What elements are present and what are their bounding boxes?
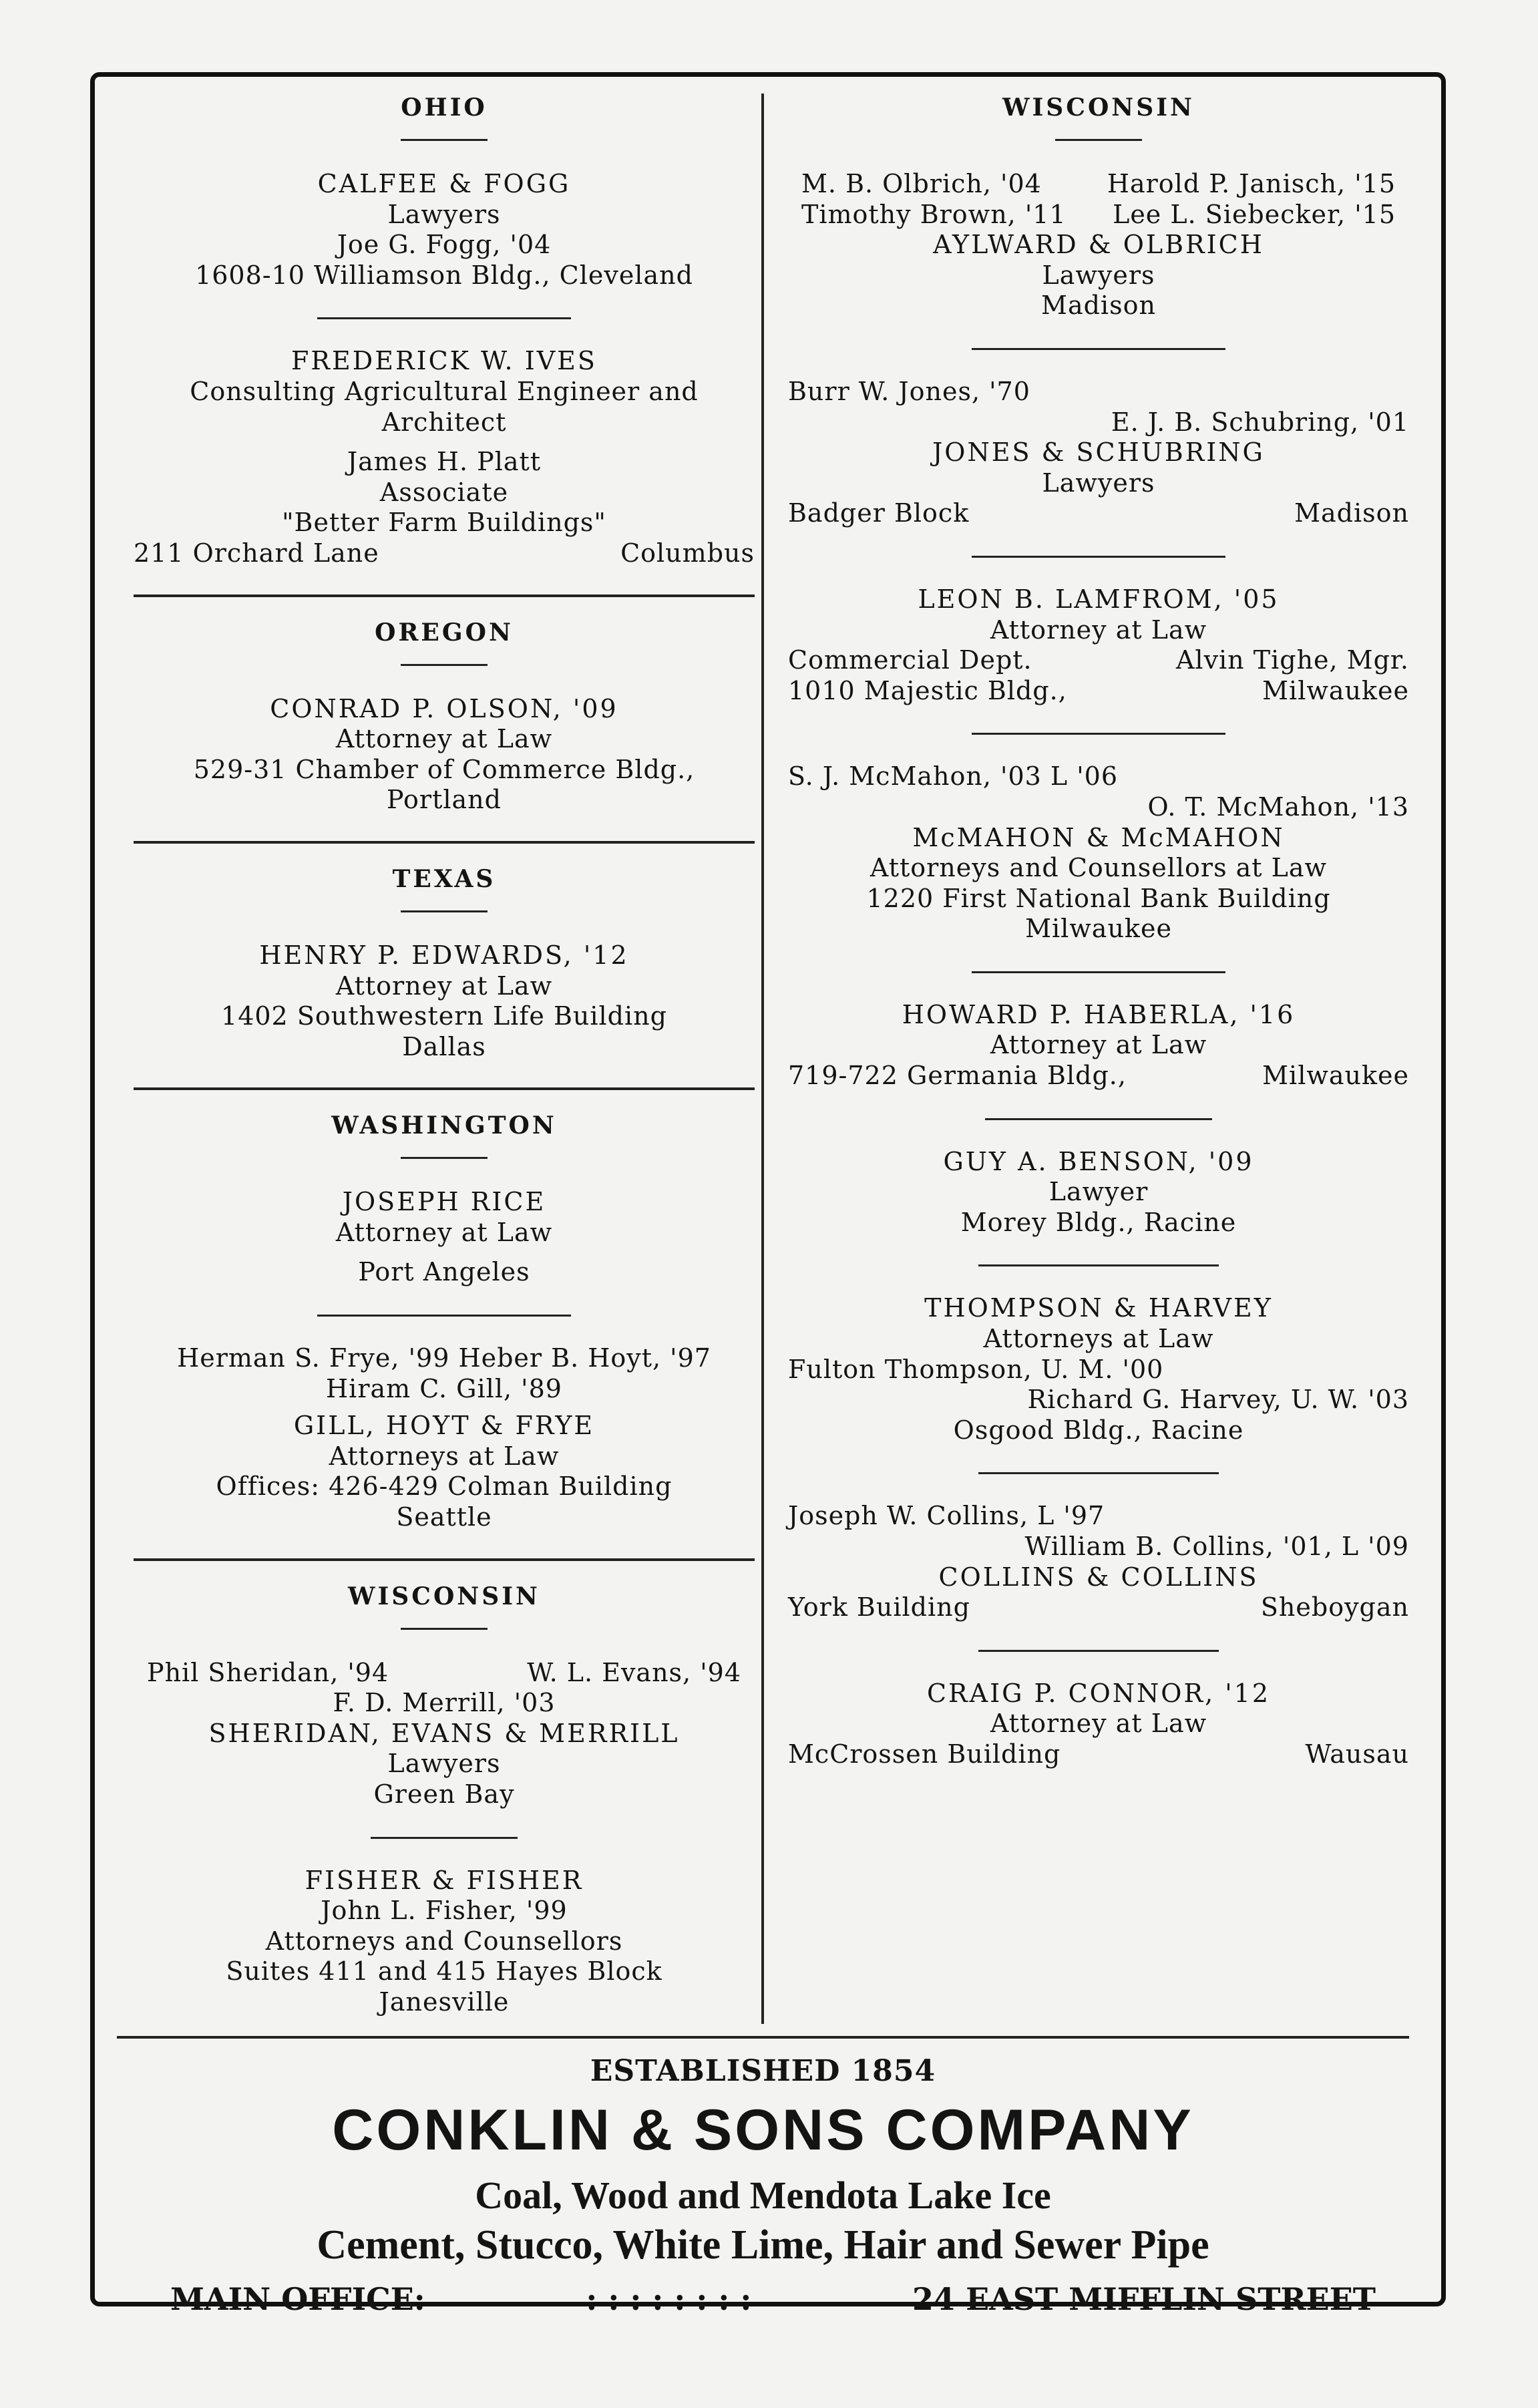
state-heading-oregon: OREGON xyxy=(375,618,514,647)
firm-name: COLLINS & COLLINS xyxy=(938,1562,1259,1592)
listing-lamfrom xyxy=(788,584,1409,706)
attorney-name: HENRY P. EDWARDS, '12 xyxy=(259,940,629,970)
member: Harold P. Janisch, '15 xyxy=(1107,169,1396,198)
member-row xyxy=(788,1355,1409,1385)
attorney-name: HOWARD P. HABERLA, '16 xyxy=(902,999,1296,1029)
company-name: CONKLIN & SONS COMPANY xyxy=(332,2098,1194,2162)
member-row xyxy=(788,761,1409,792)
street: McCrossen Building xyxy=(788,1739,1061,1769)
divider xyxy=(978,1650,1219,1652)
office-dots: : : : : : : : : xyxy=(586,2281,752,2317)
city: Seattle xyxy=(396,1502,492,1532)
address-row xyxy=(788,1592,1409,1623)
member: Phil Sheridan, '94 xyxy=(147,1657,389,1687)
members: Herman S. Frye, '99 Heber B. Hoyt, '97 xyxy=(177,1343,711,1373)
tagline: "Better Farm Buildings" xyxy=(282,508,606,538)
office-address: 24 EAST MIFFLIN STREET xyxy=(912,2281,1376,2317)
city: Sheboygan xyxy=(1260,1592,1409,1622)
state-heading-texas: TEXAS xyxy=(392,864,496,893)
column-divider xyxy=(761,94,764,2024)
listing-haberla xyxy=(788,1000,1409,1091)
address: Suites 411 and 415 Hayes Block xyxy=(226,1956,662,1987)
listing-sheridan-evans-merrill xyxy=(134,1658,755,1810)
listing-rice xyxy=(134,1187,755,1288)
member: Timothy Brown, '11 xyxy=(801,199,1067,229)
street: Badger Block xyxy=(788,498,970,528)
firm-title: Lawyers xyxy=(1042,260,1155,290)
section-divider xyxy=(134,594,755,597)
established-line: ESTABLISHED 1854 xyxy=(590,2054,936,2088)
city: Portland xyxy=(387,785,502,815)
attorney-title: Attorney at Law xyxy=(335,971,553,1001)
address: 1608-10 Williamson Bldg., Cleveland xyxy=(195,260,693,290)
firm-title: Attorneys at Law xyxy=(983,1324,1214,1354)
firm-name: CALFEE & FOGG xyxy=(317,169,571,198)
street: 719-722 Germania Bldg., xyxy=(788,1061,1127,1091)
city: Madison xyxy=(1041,291,1156,321)
firm-name: AYLWARD & OLBRICH xyxy=(933,230,1264,260)
divider xyxy=(401,139,488,141)
section-divider xyxy=(134,841,755,844)
city: Milwaukee xyxy=(1262,1061,1409,1091)
attorney-title: Attorney at Law xyxy=(990,1709,1207,1739)
firm-name: THOMPSON & HARVEY xyxy=(924,1293,1273,1323)
firm-title: Lawyers xyxy=(387,199,501,229)
attorney-title: Attorney at Law xyxy=(990,615,1207,645)
members-row xyxy=(788,200,1409,230)
street: 1010 Majestic Bldg., xyxy=(788,675,1067,705)
firm-name: JONES & SCHUBRING xyxy=(932,438,1265,468)
listing-olson xyxy=(134,694,755,816)
divider xyxy=(401,1628,488,1630)
members-row xyxy=(134,1658,755,1689)
members: Hiram C. Gill, '89 xyxy=(326,1373,562,1403)
member: John L. Fisher, '99 xyxy=(321,1896,568,1926)
state-heading-wisconsin: WISCONSIN xyxy=(1002,94,1195,122)
city: Milwaukee xyxy=(1025,914,1172,944)
listing-benson xyxy=(788,1147,1409,1238)
street: 211 Orchard Lane xyxy=(134,538,379,568)
address-row xyxy=(788,1739,1409,1770)
listing-gill-hoyt-frye xyxy=(134,1343,755,1533)
firm-name: SHERIDAN, EVANS & MERRILL xyxy=(208,1718,680,1748)
address-row xyxy=(788,676,1409,707)
member: W. L. Evans, '94 xyxy=(527,1657,741,1687)
firm-title: Attorneys at Law xyxy=(329,1441,560,1471)
street: York Building xyxy=(788,1592,970,1622)
divider xyxy=(371,1837,518,1839)
state-heading-washington: WASHINGTON xyxy=(331,1111,557,1140)
dept: Commercial Dept. xyxy=(788,645,1032,675)
attorney-name: LEON B. LAMFROM, '05 xyxy=(918,584,1280,614)
listing-aylward-olbrich xyxy=(788,169,1409,321)
firm-title: Attorneys and Counsellors xyxy=(265,1926,623,1956)
address: Offices: 426-429 Colman Building xyxy=(216,1472,672,1502)
divider xyxy=(1055,139,1142,141)
member-row xyxy=(788,377,1409,407)
attorney-name: JOSEPH RICE xyxy=(342,1187,546,1217)
address: Morey Bldg., Racine xyxy=(960,1207,1237,1237)
members-row xyxy=(788,169,1409,200)
firm-title: Consulting Agricultural Engineer and Architect xyxy=(190,376,699,437)
divider xyxy=(972,971,1225,973)
divider xyxy=(401,910,488,912)
attorney-name: CRAIG P. CONNOR, '12 xyxy=(926,1678,1271,1708)
divider xyxy=(972,348,1225,350)
city: Milwaukee xyxy=(1262,675,1409,705)
firm-name: FISHER & FISHER xyxy=(305,1865,584,1895)
city: Dallas xyxy=(402,1031,486,1061)
member: F. D. Merrill, '03 xyxy=(333,1688,556,1718)
state-heading-ohio: OHIO xyxy=(401,94,488,122)
listing-edwards xyxy=(134,940,755,1062)
conklin-advertisement xyxy=(117,2054,1409,2317)
office-label: MAIN OFFICE: xyxy=(170,2281,425,2317)
member: E. J. B. Schubring, '01 xyxy=(1111,407,1409,437)
divider xyxy=(317,317,571,319)
city: Wausau xyxy=(1305,1739,1409,1769)
dept-row xyxy=(788,645,1409,676)
member-row xyxy=(788,792,1409,823)
member-row xyxy=(788,1532,1409,1562)
city: Janesville xyxy=(379,1987,510,2017)
address: 1220 First National Bank Building xyxy=(866,883,1331,913)
divider xyxy=(985,1118,1212,1120)
section-divider xyxy=(134,1558,755,1561)
section-divider xyxy=(134,1087,755,1090)
left-column xyxy=(134,94,755,2018)
divider xyxy=(401,1157,488,1159)
divider xyxy=(978,1472,1219,1474)
city: Green Bay xyxy=(373,1779,515,1809)
divider xyxy=(978,1264,1219,1266)
member: Joseph W. Collins, L '97 xyxy=(788,1501,1105,1531)
firm-name: McMAHON & McMAHON xyxy=(912,822,1285,852)
attorney-name: CONRAD P. OLSON, '09 xyxy=(270,693,618,723)
firm-name: FREDERICK W. IVES xyxy=(291,346,597,376)
member-row xyxy=(788,407,1409,438)
advertisement-divider xyxy=(117,2036,1409,2039)
associate-name: James H. Platt xyxy=(347,447,542,477)
address: 529-31 Chamber of Commerce Bldg., xyxy=(193,754,695,784)
listing-fisher-fisher xyxy=(134,1866,755,2018)
divider xyxy=(401,664,488,666)
listing-ives xyxy=(134,346,755,568)
city: Madison xyxy=(1294,498,1409,528)
member: Burr W. Jones, '70 xyxy=(788,376,1030,406)
city: Port Angeles xyxy=(358,1257,530,1287)
address-row xyxy=(134,538,755,569)
associate-label: Associate xyxy=(379,477,509,507)
products-line-1: Coal, Wood and Mendota Lake Ice xyxy=(475,2174,1051,2217)
divider xyxy=(972,556,1225,558)
firm-title: Attorneys and Counsellors at Law xyxy=(870,853,1328,883)
address-row xyxy=(788,1061,1409,1091)
member: M. B. Olbrich, '04 xyxy=(801,169,1042,198)
attorney-title: Lawyer xyxy=(1048,1177,1149,1207)
attorney-title: Attorney at Law xyxy=(335,724,553,754)
listing-thompson-harvey xyxy=(788,1293,1409,1445)
city: Columbus xyxy=(620,538,755,568)
attorney-title: Attorney at Law xyxy=(335,1217,553,1247)
divider xyxy=(972,733,1225,735)
attorney-name: GUY A. BENSON, '09 xyxy=(943,1146,1254,1176)
firm-name: GILL, HOYT & FRYE xyxy=(293,1411,595,1441)
listing-calfee-fogg xyxy=(134,169,755,291)
member: Richard G. Harvey, U. W. '03 xyxy=(1027,1385,1409,1415)
address: 1402 Southwestern Life Building xyxy=(221,1001,667,1031)
products-line-2: Cement, Stucco, White Lime, Hair and Sewer Pipe xyxy=(317,2222,1209,2268)
listing-collins-collins xyxy=(788,1501,1409,1622)
firm-title: Lawyers xyxy=(1042,468,1155,498)
member: O. T. McMahon, '13 xyxy=(1147,792,1409,822)
attorney-title: Attorney at Law xyxy=(990,1030,1207,1060)
member-row xyxy=(788,1501,1409,1532)
member: Fulton Thompson, U. M. '00 xyxy=(788,1354,1164,1384)
listing-connor xyxy=(788,1679,1409,1770)
listing-mcmahon xyxy=(788,761,1409,944)
member: S. J. McMahon, '03 L '06 xyxy=(788,761,1119,792)
right-column xyxy=(788,94,1409,1770)
main-office-row xyxy=(170,2281,1376,2317)
address-row xyxy=(788,498,1409,529)
address: Osgood Bldg., Racine xyxy=(953,1415,1244,1445)
member: Joe G. Fogg, '04 xyxy=(337,230,552,260)
member: Lee L. Siebecker, '15 xyxy=(1113,199,1396,229)
member-row xyxy=(788,1385,1409,1415)
firm-title: Lawyers xyxy=(387,1749,501,1779)
state-heading-wisconsin: WISCONSIN xyxy=(348,1582,540,1610)
member: William B. Collins, '01, L '09 xyxy=(1024,1532,1409,1561)
divider xyxy=(317,1315,571,1317)
listing-jones-schubring xyxy=(788,377,1409,529)
manager: Alvin Tighe, Mgr. xyxy=(1175,645,1409,675)
